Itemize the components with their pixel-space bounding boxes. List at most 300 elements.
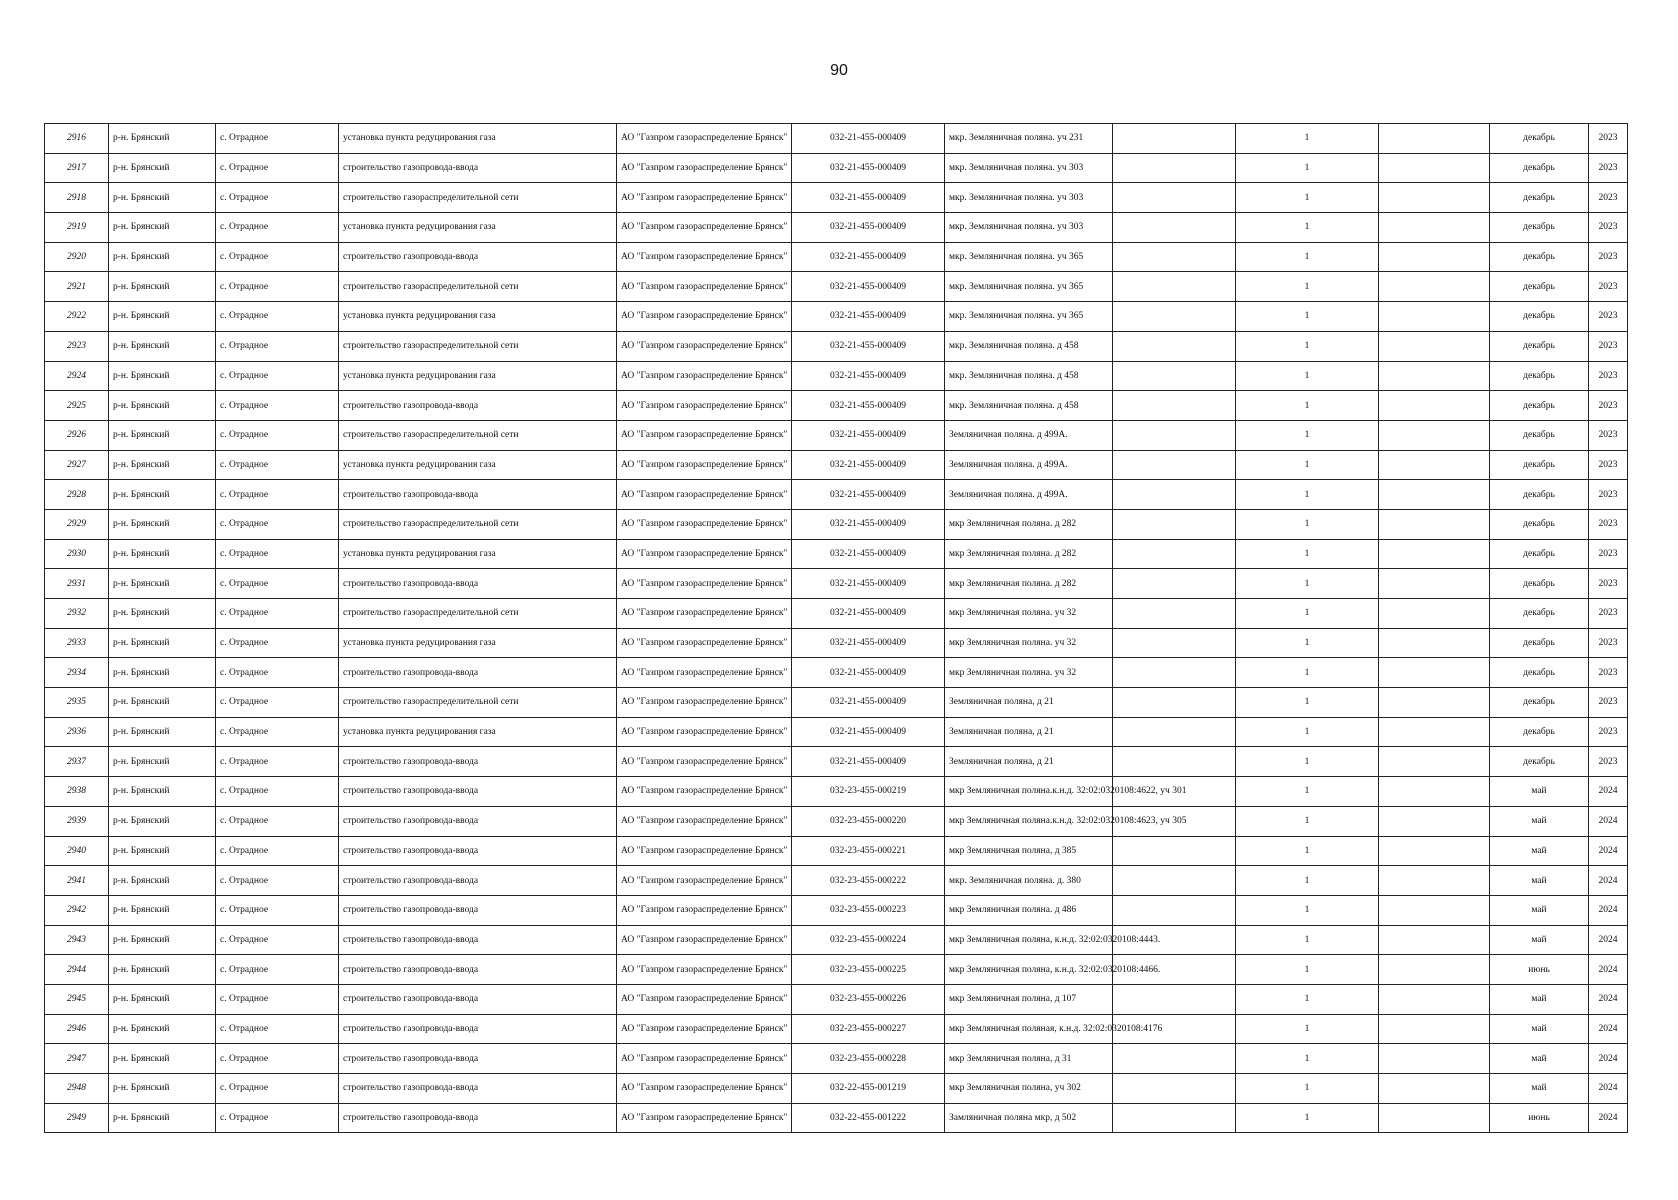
- row-number-cell: 2945: [45, 984, 109, 1014]
- quantity-cell: 1: [1236, 925, 1379, 955]
- row-number-cell: 2934: [45, 658, 109, 688]
- address-cell: мкр. Земляничная поляна. д 458: [945, 391, 1113, 421]
- year-cell: 2023: [1589, 272, 1628, 302]
- blank-cell-cell: [1379, 866, 1490, 896]
- organization-cell: АО "Газпром газораспределение Брянск": [617, 361, 792, 391]
- row-number-cell: 2936: [45, 717, 109, 747]
- address-cell: мкр Земляничная поляна. д 282: [945, 569, 1113, 599]
- table-row: [45, 984, 1628, 1014]
- month-cell: май: [1490, 866, 1589, 896]
- organization-cell: АО "Газпром газораспределение Брянск": [617, 895, 792, 925]
- district-cell: р-н. Брянский: [109, 866, 216, 896]
- program-code-cell: 032-23-455-000228: [792, 1044, 945, 1074]
- settlement-cell: с. Отрадное: [216, 747, 339, 777]
- settlement-cell: с. Отрадное: [216, 658, 339, 688]
- work-type-cell: установка пункта редуцирования газа: [339, 361, 617, 391]
- blank-cell-cell: [1379, 569, 1490, 599]
- settlement-cell: с. Отрадное: [216, 1103, 339, 1133]
- blank-cell-cell: [1113, 1044, 1236, 1074]
- blank-cell-cell: [1113, 984, 1236, 1014]
- table-row: [45, 420, 1628, 450]
- address-cell: мкр. Земляничная поляна. д 458: [945, 331, 1113, 361]
- district-cell: р-н. Брянский: [109, 628, 216, 658]
- table-row: [45, 391, 1628, 421]
- blank-cell-cell: [1379, 242, 1490, 272]
- work-type-cell: установка пункта редуцирования газа: [339, 302, 617, 332]
- district-cell: р-н. Брянский: [109, 450, 216, 480]
- quantity-cell: 1: [1236, 153, 1379, 183]
- organization-cell: АО "Газпром газораспределение Брянск": [617, 1044, 792, 1074]
- month-cell: декабрь: [1490, 420, 1589, 450]
- address-cell: мкр. Земляничная поляна. уч 365: [945, 242, 1113, 272]
- program-code-cell: 032-22-455-001222: [792, 1103, 945, 1133]
- program-code-cell: 032-21-455-000409: [792, 272, 945, 302]
- organization-cell: АО "Газпром газораспределение Брянск": [617, 777, 792, 807]
- settlement-cell: с. Отрадное: [216, 806, 339, 836]
- blank-cell-cell: [1113, 717, 1236, 747]
- district-cell: р-н. Брянский: [109, 539, 216, 569]
- settlement-cell: с. Отрадное: [216, 213, 339, 243]
- work-type-cell: строительство газопровода-ввода: [339, 925, 617, 955]
- year-cell: 2023: [1589, 747, 1628, 777]
- blank-cell-cell: [1113, 361, 1236, 391]
- district-cell: р-н. Брянский: [109, 480, 216, 510]
- address-cell: мкр. Земляничная поляна. уч 303: [945, 213, 1113, 243]
- address-cell: мкр Земляничная поляна, д 31: [945, 1044, 1113, 1074]
- program-code-cell: 032-22-455-001219: [792, 1074, 945, 1104]
- address-cell: мкр. Земляничная поляна. уч 365: [945, 302, 1113, 332]
- table-row: [45, 895, 1628, 925]
- quantity-cell: 1: [1236, 717, 1379, 747]
- month-cell: декабрь: [1490, 480, 1589, 510]
- blank-cell-cell: [1379, 1044, 1490, 1074]
- organization-cell: АО "Газпром газораспределение Брянск": [617, 509, 792, 539]
- year-cell: 2024: [1589, 984, 1628, 1014]
- work-type-cell: строительство газораспределительной сети: [339, 509, 617, 539]
- month-cell: июнь: [1490, 1103, 1589, 1133]
- district-cell: р-н. Брянский: [109, 331, 216, 361]
- month-cell: май: [1490, 836, 1589, 866]
- year-cell: 2023: [1589, 509, 1628, 539]
- table-row: [45, 747, 1628, 777]
- blank-cell-cell: [1379, 509, 1490, 539]
- row-number-cell: 2927: [45, 450, 109, 480]
- address-cell: Земляничная поляна. д 499А.: [945, 480, 1113, 510]
- row-number-cell: 2928: [45, 480, 109, 510]
- district-cell: р-н. Брянский: [109, 1103, 216, 1133]
- district-cell: р-н. Брянский: [109, 391, 216, 421]
- district-cell: р-н. Брянский: [109, 895, 216, 925]
- address-cell: мкр Земляничная поляна.к.н.д. 32:02:0320108:4622, уч 301: [945, 777, 1113, 807]
- quantity-cell: 1: [1236, 539, 1379, 569]
- row-number-cell: 2939: [45, 806, 109, 836]
- month-cell: май: [1490, 895, 1589, 925]
- district-cell: р-н. Брянский: [109, 213, 216, 243]
- district-cell: р-н. Брянский: [109, 569, 216, 599]
- address-cell: мкр Земляничная поляная, к.н.д. 32:02:0320108:4176: [945, 1014, 1113, 1044]
- blank-cell-cell: [1113, 391, 1236, 421]
- blank-cell-cell: [1379, 480, 1490, 510]
- organization-cell: АО "Газпром газораспределение Брянск": [617, 153, 792, 183]
- row-number-cell: 2946: [45, 1014, 109, 1044]
- district-cell: р-н. Брянский: [109, 1044, 216, 1074]
- program-code-cell: 032-21-455-000409: [792, 361, 945, 391]
- quantity-cell: 1: [1236, 569, 1379, 599]
- table-row: [45, 836, 1628, 866]
- month-cell: декабрь: [1490, 331, 1589, 361]
- row-number-cell: 2918: [45, 183, 109, 213]
- address-cell: мкр Земляничная поляна. уч 32: [945, 628, 1113, 658]
- address-cell: Земляничная поляна. д 499А.: [945, 450, 1113, 480]
- district-cell: р-н. Брянский: [109, 124, 216, 154]
- settlement-cell: с. Отрадное: [216, 895, 339, 925]
- table-row: [45, 302, 1628, 332]
- quantity-cell: 1: [1236, 1044, 1379, 1074]
- work-type-cell: строительство газопровода-ввода: [339, 242, 617, 272]
- program-code-cell: 032-21-455-000409: [792, 450, 945, 480]
- table-row: [45, 539, 1628, 569]
- year-cell: 2024: [1589, 925, 1628, 955]
- blank-cell-cell: [1113, 747, 1236, 777]
- organization-cell: АО "Газпром газораспределение Брянск": [617, 183, 792, 213]
- blank-cell-cell: [1379, 420, 1490, 450]
- work-type-cell: строительство газораспределительной сети: [339, 272, 617, 302]
- year-cell: 2023: [1589, 242, 1628, 272]
- program-code-cell: 032-21-455-000409: [792, 302, 945, 332]
- address-cell: мкр Земляничная поляна, уч 302: [945, 1074, 1113, 1104]
- blank-cell-cell: [1379, 272, 1490, 302]
- year-cell: 2023: [1589, 628, 1628, 658]
- table-row: [45, 450, 1628, 480]
- row-number-cell: 2949: [45, 1103, 109, 1133]
- quantity-cell: 1: [1236, 984, 1379, 1014]
- blank-cell-cell: [1113, 450, 1236, 480]
- work-type-cell: установка пункта редуцирования газа: [339, 124, 617, 154]
- settlement-cell: с. Отрадное: [216, 539, 339, 569]
- district-cell: р-н. Брянский: [109, 302, 216, 332]
- settlement-cell: с. Отрадное: [216, 153, 339, 183]
- district-cell: р-н. Брянский: [109, 183, 216, 213]
- program-code-cell: 032-23-455-000227: [792, 1014, 945, 1044]
- quantity-cell: 1: [1236, 895, 1379, 925]
- table-row: [45, 331, 1628, 361]
- address-cell: Земляничная поляна, д 21: [945, 747, 1113, 777]
- row-number-cell: 2919: [45, 213, 109, 243]
- settlement-cell: с. Отрадное: [216, 509, 339, 539]
- work-type-cell: строительство газопровода-ввода: [339, 569, 617, 599]
- district-cell: р-н. Брянский: [109, 777, 216, 807]
- organization-cell: АО "Газпром газораспределение Брянск": [617, 420, 792, 450]
- blank-cell-cell: [1379, 955, 1490, 985]
- district-cell: р-н. Брянский: [109, 599, 216, 629]
- settlement-cell: с. Отрадное: [216, 480, 339, 510]
- blank-cell-cell: [1113, 539, 1236, 569]
- program-code-cell: 032-21-455-000409: [792, 539, 945, 569]
- year-cell: 2023: [1589, 599, 1628, 629]
- program-code-cell: 032-21-455-000409: [792, 124, 945, 154]
- blank-cell-cell: [1379, 361, 1490, 391]
- quantity-cell: 1: [1236, 747, 1379, 777]
- work-type-cell: установка пункта редуцирования газа: [339, 539, 617, 569]
- year-cell: 2024: [1589, 955, 1628, 985]
- blank-cell-cell: [1379, 658, 1490, 688]
- program-code-cell: 032-21-455-000409: [792, 747, 945, 777]
- program-code-cell: 032-21-455-000409: [792, 391, 945, 421]
- table-row: [45, 1103, 1628, 1133]
- blank-cell-cell: [1113, 242, 1236, 272]
- row-number-cell: 2917: [45, 153, 109, 183]
- table-row: [45, 124, 1628, 154]
- district-cell: р-н. Брянский: [109, 153, 216, 183]
- year-cell: 2023: [1589, 391, 1628, 421]
- address-cell: Земляничная поляна. д 499А.: [945, 420, 1113, 450]
- blank-cell-cell: [1379, 1103, 1490, 1133]
- work-type-cell: строительство газопровода-ввода: [339, 153, 617, 183]
- table-row: [45, 599, 1628, 629]
- settlement-cell: с. Отрадное: [216, 688, 339, 718]
- settlement-cell: с. Отрадное: [216, 420, 339, 450]
- blank-cell-cell: [1113, 183, 1236, 213]
- organization-cell: АО "Газпром газораспределение Брянск": [617, 599, 792, 629]
- quantity-cell: 1: [1236, 450, 1379, 480]
- blank-cell-cell: [1113, 124, 1236, 154]
- quantity-cell: 1: [1236, 331, 1379, 361]
- district-cell: р-н. Брянский: [109, 747, 216, 777]
- blank-cell-cell: [1113, 628, 1236, 658]
- row-number-cell: 2935: [45, 688, 109, 718]
- program-code-cell: 032-23-455-000223: [792, 895, 945, 925]
- work-type-cell: строительство газораспределительной сети: [339, 599, 617, 629]
- year-cell: 2023: [1589, 124, 1628, 154]
- organization-cell: АО "Газпром газораспределение Брянск": [617, 569, 792, 599]
- month-cell: май: [1490, 1044, 1589, 1074]
- blank-cell-cell: [1379, 153, 1490, 183]
- settlement-cell: с. Отрадное: [216, 183, 339, 213]
- row-number-cell: 2929: [45, 509, 109, 539]
- program-code-cell: 032-21-455-000409: [792, 183, 945, 213]
- program-code-cell: 032-21-455-000409: [792, 242, 945, 272]
- blank-cell-cell: [1379, 747, 1490, 777]
- work-type-cell: строительство газопровода-ввода: [339, 658, 617, 688]
- organization-cell: АО "Газпром газораспределение Брянск": [617, 242, 792, 272]
- program-code-cell: 032-21-455-000409: [792, 688, 945, 718]
- table-row: [45, 569, 1628, 599]
- work-type-cell: строительство газопровода-ввода: [339, 806, 617, 836]
- blank-cell-cell: [1379, 183, 1490, 213]
- settlement-cell: с. Отрадное: [216, 1074, 339, 1104]
- district-cell: р-н. Брянский: [109, 242, 216, 272]
- organization-cell: АО "Газпром газораспределение Брянск": [617, 450, 792, 480]
- row-number-cell: 2943: [45, 925, 109, 955]
- row-number-cell: 2923: [45, 331, 109, 361]
- table-row: [45, 213, 1628, 243]
- quantity-cell: 1: [1236, 302, 1379, 332]
- organization-cell: АО "Газпром газораспределение Брянск": [617, 925, 792, 955]
- quantity-cell: 1: [1236, 124, 1379, 154]
- table-row: [45, 658, 1628, 688]
- year-cell: 2024: [1589, 1044, 1628, 1074]
- work-type-cell: строительство газораспределительной сети: [339, 420, 617, 450]
- organization-cell: АО "Газпром газораспределение Брянск": [617, 866, 792, 896]
- settlement-cell: с. Отрадное: [216, 391, 339, 421]
- year-cell: 2024: [1589, 866, 1628, 896]
- blank-cell-cell: [1379, 895, 1490, 925]
- work-type-cell: строительство газопровода-ввода: [339, 747, 617, 777]
- blank-cell-cell: [1113, 658, 1236, 688]
- month-cell: декабрь: [1490, 509, 1589, 539]
- quantity-cell: 1: [1236, 1014, 1379, 1044]
- row-number-cell: 2921: [45, 272, 109, 302]
- work-type-cell: строительство газопровода-ввода: [339, 1103, 617, 1133]
- program-code-cell: 032-21-455-000409: [792, 628, 945, 658]
- program-code-cell: 032-23-455-000219: [792, 777, 945, 807]
- row-number-cell: 2942: [45, 895, 109, 925]
- quantity-cell: 1: [1236, 242, 1379, 272]
- blank-cell-cell: [1113, 1074, 1236, 1104]
- organization-cell: АО "Газпром газораспределение Брянск": [617, 1103, 792, 1133]
- settlement-cell: с. Отрадное: [216, 836, 339, 866]
- settlement-cell: с. Отрадное: [216, 866, 339, 896]
- blank-cell-cell: [1379, 302, 1490, 332]
- blank-cell-cell: [1379, 836, 1490, 866]
- blank-cell-cell: [1379, 806, 1490, 836]
- settlement-cell: с. Отрадное: [216, 242, 339, 272]
- blank-cell-cell: [1379, 628, 1490, 658]
- row-number-cell: 2933: [45, 628, 109, 658]
- address-cell: мкр. Земляничная поляна. уч 303: [945, 153, 1113, 183]
- quantity-cell: 1: [1236, 1103, 1379, 1133]
- month-cell: декабрь: [1490, 450, 1589, 480]
- year-cell: 2023: [1589, 569, 1628, 599]
- organization-cell: АО "Газпром газораспределение Брянск": [617, 836, 792, 866]
- blank-cell-cell: [1379, 599, 1490, 629]
- blank-cell-cell: [1113, 688, 1236, 718]
- blank-cell-cell: [1379, 391, 1490, 421]
- settlement-cell: с. Отрадное: [216, 984, 339, 1014]
- program-code-cell: 032-23-455-000226: [792, 984, 945, 1014]
- quantity-cell: 1: [1236, 183, 1379, 213]
- district-cell: р-н. Брянский: [109, 836, 216, 866]
- row-number-cell: 2944: [45, 955, 109, 985]
- settlement-cell: с. Отрадное: [216, 302, 339, 332]
- organization-cell: АО "Газпром газораспределение Брянск": [617, 688, 792, 718]
- district-cell: р-н. Брянский: [109, 1014, 216, 1044]
- address-cell: мкр Земляничная поляна, к.н.д. 32:02:0320108:4443.: [945, 925, 1113, 955]
- program-code-cell: 032-23-455-000222: [792, 866, 945, 896]
- blank-cell-cell: [1113, 599, 1236, 629]
- year-cell: 2023: [1589, 717, 1628, 747]
- year-cell: 2024: [1589, 1014, 1628, 1044]
- month-cell: июнь: [1490, 955, 1589, 985]
- quantity-cell: 1: [1236, 777, 1379, 807]
- blank-cell-cell: [1113, 331, 1236, 361]
- table-row: [45, 866, 1628, 896]
- program-code-cell: 032-23-455-000221: [792, 836, 945, 866]
- address-cell: мкр. Земляничная поляна. уч 231: [945, 124, 1113, 154]
- year-cell: 2023: [1589, 153, 1628, 183]
- month-cell: май: [1490, 806, 1589, 836]
- quantity-cell: 1: [1236, 599, 1379, 629]
- row-number-cell: 2925: [45, 391, 109, 421]
- month-cell: декабрь: [1490, 302, 1589, 332]
- month-cell: май: [1490, 1074, 1589, 1104]
- blank-cell-cell: [1113, 420, 1236, 450]
- month-cell: декабрь: [1490, 272, 1589, 302]
- table-row: [45, 242, 1628, 272]
- month-cell: декабрь: [1490, 124, 1589, 154]
- row-number-cell: 2926: [45, 420, 109, 450]
- program-code-cell: 032-23-455-000220: [792, 806, 945, 836]
- settlement-cell: с. Отрадное: [216, 569, 339, 599]
- settlement-cell: с. Отрадное: [216, 272, 339, 302]
- registry-body: [45, 124, 1628, 1133]
- organization-cell: АО "Газпром газораспределение Брянск": [617, 272, 792, 302]
- quantity-cell: 1: [1236, 272, 1379, 302]
- program-code-cell: 032-21-455-000409: [792, 509, 945, 539]
- organization-cell: АО "Газпром газораспределение Брянск": [617, 658, 792, 688]
- table-row: [45, 509, 1628, 539]
- work-type-cell: строительство газораспределительной сети: [339, 688, 617, 718]
- work-type-cell: строительство газопровода-ввода: [339, 1074, 617, 1104]
- district-cell: р-н. Брянский: [109, 688, 216, 718]
- month-cell: декабрь: [1490, 361, 1589, 391]
- blank-cell-cell: [1113, 213, 1236, 243]
- address-cell: мкр Земляничная поляна. д 282: [945, 509, 1113, 539]
- blank-cell-cell: [1113, 480, 1236, 510]
- work-type-cell: установка пункта редуцирования газа: [339, 450, 617, 480]
- work-type-cell: установка пункта редуцирования газа: [339, 717, 617, 747]
- table-row: [45, 183, 1628, 213]
- month-cell: декабрь: [1490, 717, 1589, 747]
- settlement-cell: с. Отрадное: [216, 1044, 339, 1074]
- organization-cell: АО "Газпром газораспределение Брянск": [617, 747, 792, 777]
- year-cell: 2023: [1589, 658, 1628, 688]
- blank-cell-cell: [1113, 509, 1236, 539]
- quantity-cell: 1: [1236, 866, 1379, 896]
- settlement-cell: с. Отрадное: [216, 777, 339, 807]
- year-cell: 2024: [1589, 1074, 1628, 1104]
- table-row: [45, 717, 1628, 747]
- quantity-cell: 1: [1236, 391, 1379, 421]
- table-row: [45, 688, 1628, 718]
- table-row: [45, 925, 1628, 955]
- district-cell: р-н. Брянский: [109, 955, 216, 985]
- organization-cell: АО "Газпром газораспределение Брянск": [617, 717, 792, 747]
- program-code-cell: 032-21-455-000409: [792, 717, 945, 747]
- address-cell: Замляничная поляна мкр, д 502: [945, 1103, 1113, 1133]
- work-type-cell: строительство газопровода-ввода: [339, 955, 617, 985]
- program-code-cell: 032-21-455-000409: [792, 213, 945, 243]
- district-cell: р-н. Брянский: [109, 925, 216, 955]
- address-cell: Земляничная поляна, д 21: [945, 688, 1113, 718]
- blank-cell-cell: [1113, 153, 1236, 183]
- settlement-cell: с. Отрадное: [216, 124, 339, 154]
- address-cell: мкр Земляничная поляна.к.н.д. 32:02:0320108:4623, уч 305: [945, 806, 1113, 836]
- blank-cell-cell: [1379, 777, 1490, 807]
- year-cell: 2023: [1589, 420, 1628, 450]
- quantity-cell: 1: [1236, 955, 1379, 985]
- row-number-cell: 2920: [45, 242, 109, 272]
- settlement-cell: с. Отрадное: [216, 925, 339, 955]
- month-cell: май: [1490, 1014, 1589, 1044]
- address-cell: мкр Земляничная поляна, д 107: [945, 984, 1113, 1014]
- row-number-cell: 2947: [45, 1044, 109, 1074]
- program-code-cell: 032-21-455-000409: [792, 599, 945, 629]
- month-cell: декабрь: [1490, 153, 1589, 183]
- row-number-cell: 2940: [45, 836, 109, 866]
- work-type-cell: строительство газораспределительной сети: [339, 183, 617, 213]
- organization-cell: АО "Газпром газораспределение Брянск": [617, 1014, 792, 1044]
